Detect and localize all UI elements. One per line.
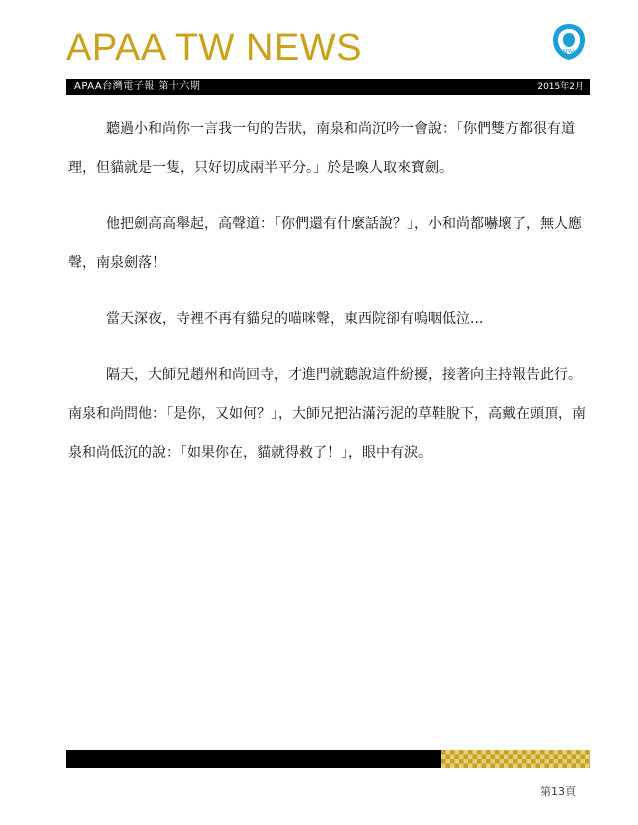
newsletter-masthead: APAA TW NEWS — [66, 27, 362, 69]
issue-label: APAA台灣電子報 第十六期 — [74, 81, 201, 92]
article-paragraph: 當天深夜，寺裡不再有貓兒的喵咪聲，東西院卻有嗚咽低泣... — [106, 311, 484, 327]
issue-date: 2015年2月 — [537, 82, 584, 92]
article-paragraph: 他把劍高高舉起，高聲道：「你們還有什麼話說？」，小和尚都嚇壞了，無人應聲，南泉劍落！ — [68, 216, 582, 271]
article-paragraph: 隔天，大師兄趙州和尚回寺，才進門就聽說這件紛擾，接著向主持報告此行。南泉和尚問他：「是你，又如何？」，大師兄把沾滿污泥的草鞋脫下，高戴在頭頂，南泉和尚低沉的說：「如果你在，貓就得救了！」，眼中有淚。 — [68, 367, 586, 461]
issue-header-bar — [66, 79, 590, 95]
page-number: 第13頁 — [540, 785, 576, 798]
logo-text: APAA — [562, 49, 576, 55]
article-body — [68, 110, 590, 490]
apaa-logo — [551, 22, 587, 62]
article-paragraph: 聽過小和尚你一言我一句的告狀，南泉和尚沉吟一會說：「你們雙方都很有道理，但貓就是一隻，只好切成兩半平分。」於是喚人取來寶劍。 — [68, 121, 575, 176]
footer-checker-pattern — [441, 750, 590, 768]
